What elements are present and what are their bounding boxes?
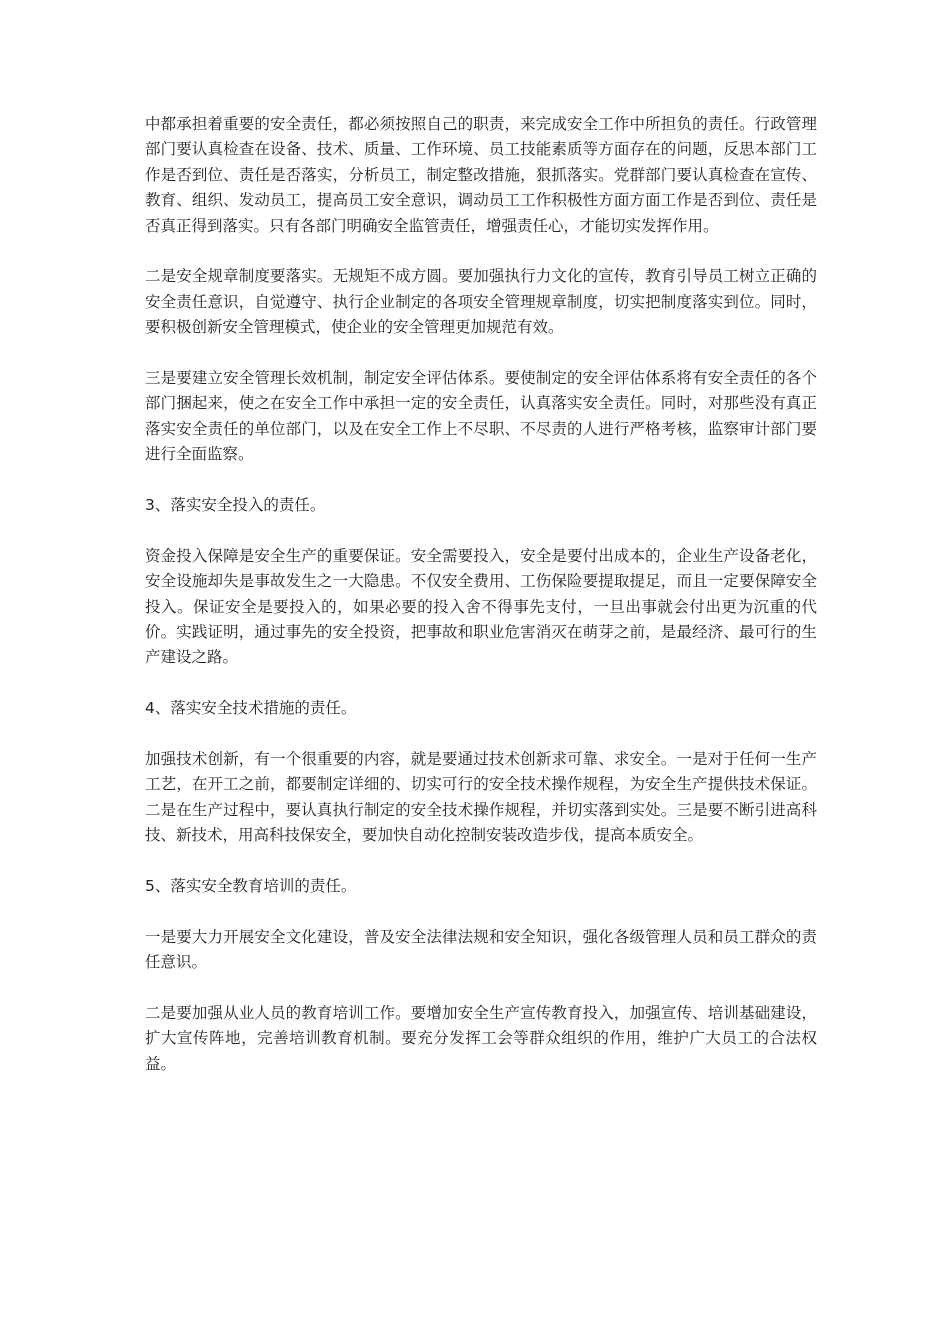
document-page <box>145 112 817 1103</box>
paragraph-responsibility-departments: 中都承担着重要的安全责任，都必须按照自己的职责，来完成安全工作中所担负的责任。行政管理部门要认真检查在设备、技术、质量、工作环境、员工技能素质等方面存在的问题，反思本部门工作是否到位、责任是否落实，分析员工，制定整改措施，狠抓落实。党群部门要认真检查在宣传、教育、组织、发动员工，提高员工安全意识，调动员工工作积极性方面方面工作是否到位、责任是否真正得到落实。只有各部门明确安全监管责任，增强责任心，才能切实发挥作用。 <box>145 115 817 235</box>
paragraph-staff-training: 二是要加强从业人员的教育培训工作。要增加安全生产宣传教育投入，加强宣传、培训基础建设，扩大宣传阵地，完善培训教育机制。要充分发挥工会等群众组织的作用，维护广大员工的合法权益。 <box>145 1004 817 1073</box>
paragraph-safety-technology: 加强技术创新，有一个很重要的内容，就是要通过技术创新求可靠、求安全。一是对于任何一生产工艺，在开工之前，都要制定详细的、切实可行的安全技术操作规程，为安全生产提供技术保证。二是在生产过程中，要认真执行制定的安全技术操作规程，并切实落到实处。三是要不断引进高科技、新技术，用高科技保安全，要加快自动化控制安装改造步伐，提高本质安全。 <box>145 750 817 845</box>
section-heading-safety-investment: 3、落实安全投入的责任。 <box>145 496 326 515</box>
paragraph-safety-culture: 一是要大力开展安全文化建设，普及安全法律法规和安全知识，强化各级管理人员和员工群众的责任意识。 <box>145 927 817 972</box>
section-heading-safety-technology: 4、落实安全技术措施的责任。 <box>145 699 357 718</box>
paragraph-safety-investment: 资金投入保障是安全生产的重要保证。安全需要投入，安全是要付出成本的，企业生产设备老化，安全设施却失是事故发生之一大隐患。不仅安全费用、工伤保险要提取提足，而且一定要保障安全投入。保证安全是要投入的，如果必要的投入舍不得事先支付，一旦出事就会付出更为沉重的代价。实践证明，通过事先的安全投资，把事故和职业危害消灭在萌芽之前，是最经济、最可行的生产建设之路。 <box>145 546 817 667</box>
paragraph-long-term-mechanism: 三是要建立安全管理长效机制，制定安全评估体系。要使制定的安全评估体系将有安全责任的各个部门捆起来，使之在安全工作中承担一定的安全责任，认真落实安全责任。同时，对那些没有真正落实安全责任的单位部门，以及在安全工作上不尽职、不尽责的人进行严格考核，监察审计部门要进行全面监察。 <box>145 369 817 464</box>
paragraph-safety-rules: 二是安全规章制度要落实。无规矩不成方圆。要加强执行力文化的宣传，教育引导员工树立正确的安全责任意识，自觉遵守、执行企业制定的各项安全管理规章制度，切实把制度落实到位。同时，要积极创新安全管理模式，使企业的安全管理更加规范有效。 <box>145 267 817 337</box>
section-heading-safety-training: 5、落实安全教育培训的责任。 <box>145 877 357 896</box>
